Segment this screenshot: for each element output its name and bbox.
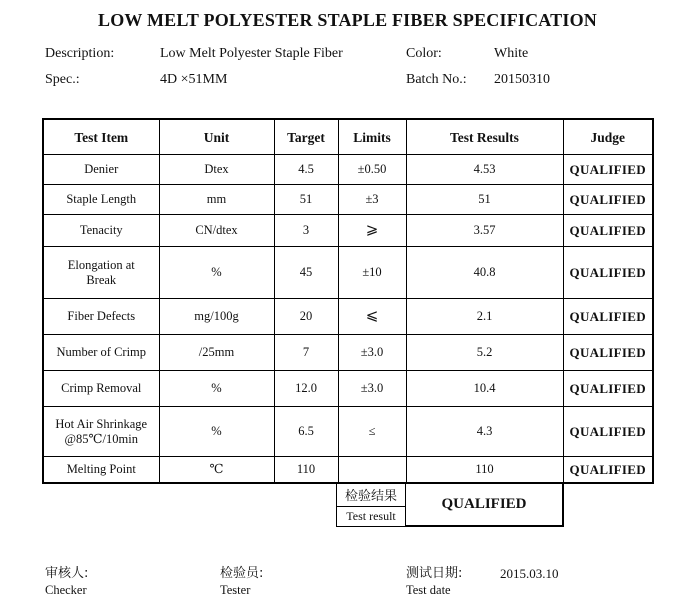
limits-cell: ⩾: [338, 215, 406, 247]
test-result-value: QUALIFIED: [406, 483, 564, 527]
limits-cell: ⩽: [338, 299, 406, 335]
target-cell: 3: [274, 215, 338, 247]
header-judge: Judge: [563, 119, 653, 155]
limits-cell: ±3.0: [338, 335, 406, 371]
tester-signature: [220, 565, 263, 599]
batch-label: Batch No.:: [406, 72, 467, 87]
unit-cell: %: [159, 371, 274, 407]
limits-cell: ≤: [338, 407, 406, 457]
table-row: [43, 335, 653, 371]
tester-label-cn: 检验员:: [220, 566, 264, 581]
test-item-line: Break: [86, 272, 117, 287]
target-cell: 12.0: [274, 371, 338, 407]
judge-cell: QUALIFIED: [563, 335, 653, 371]
unit-cell: ℃: [159, 457, 274, 483]
spec-value: 4D ×51MM: [160, 72, 228, 87]
test-item-cell: [43, 247, 159, 299]
description-label: Description:: [45, 46, 115, 61]
test-date-signature: [406, 565, 462, 599]
result-cell: 40.8: [406, 247, 563, 299]
header-target: Target: [274, 119, 338, 155]
table-header-row: [43, 119, 653, 155]
limits-cell: ±3: [338, 185, 406, 215]
judge-cell: QUALIFIED: [563, 185, 653, 215]
test-item-cell: Crimp Removal: [43, 371, 159, 407]
table-row: [43, 155, 653, 185]
spec-label: Spec.:: [45, 72, 80, 87]
result-cell: 2.1: [406, 299, 563, 335]
test-result-label-cn: 检验结果: [337, 483, 406, 507]
header-limits: Limits: [338, 119, 406, 155]
checker-label-en: Checker: [45, 583, 87, 597]
batch-value: 20150310: [494, 72, 550, 87]
color-label: Color:: [406, 46, 442, 61]
target-cell: 45: [274, 247, 338, 299]
judge-cell: QUALIFIED: [563, 299, 653, 335]
header-unit: Unit: [159, 119, 274, 155]
judge-cell: QUALIFIED: [563, 155, 653, 185]
judge-cell: QUALIFIED: [563, 457, 653, 483]
result-cell: 110: [406, 457, 563, 483]
table-row: [43, 371, 653, 407]
target-cell: 110: [274, 457, 338, 483]
test-date-value: 2015.03.10: [500, 566, 559, 581]
test-result-label-en: Test result: [337, 506, 406, 526]
result-cell: 51: [406, 185, 563, 215]
judge-cell: QUALIFIED: [563, 371, 653, 407]
target-cell: 7: [274, 335, 338, 371]
unit-cell: %: [159, 407, 274, 457]
unit-cell: /25mm: [159, 335, 274, 371]
test-item-cell: Denier: [43, 155, 159, 185]
table-row: [43, 247, 653, 299]
test-date-label-en: Test date: [406, 583, 451, 597]
unit-cell: mg/100g: [159, 299, 274, 335]
result-cell: 3.57: [406, 215, 563, 247]
table-row: [43, 215, 653, 247]
table-row: [43, 185, 653, 215]
limits-cell: [338, 457, 406, 483]
color-value: White: [494, 46, 529, 61]
test-item-line: Elongation at: [67, 257, 135, 272]
header-test-results: Test Results: [406, 119, 563, 155]
table-row: [43, 407, 653, 457]
header-test-item: Test Item: [43, 119, 159, 155]
table-row: [43, 457, 653, 483]
target-cell: 20: [274, 299, 338, 335]
test-result-box: [336, 482, 564, 527]
judge-cell: QUALIFIED: [563, 215, 653, 247]
checker-signature: [45, 565, 88, 599]
test-item-cell: Melting Point: [43, 457, 159, 483]
test-item-cell: Number of Crimp: [43, 335, 159, 371]
result-cell: 5.2: [406, 335, 563, 371]
test-item-cell: Fiber Defects: [43, 299, 159, 335]
unit-cell: %: [159, 247, 274, 299]
result-cell: 10.4: [406, 371, 563, 407]
limits-cell: ±10: [338, 247, 406, 299]
description-value: Low Melt Polyester Staple Fiber: [160, 46, 343, 61]
tester-label-en: Tester: [220, 583, 251, 597]
test-item-cell: Tenacity: [43, 215, 159, 247]
target-cell: 6.5: [274, 407, 338, 457]
result-cell: 4.53: [406, 155, 563, 185]
document-title: LOW MELT POLYESTER STAPLE FIBER SPECIFICATION: [98, 10, 597, 30]
unit-cell: Dtex: [159, 155, 274, 185]
judge-cell: QUALIFIED: [563, 407, 653, 457]
judge-cell: QUALIFIED: [563, 247, 653, 299]
test-date-label-cn: 测试日期:: [406, 566, 463, 581]
unit-cell: CN/dtex: [159, 215, 274, 247]
test-item-line: @85℃/10min: [64, 431, 138, 446]
test-item-cell: [43, 407, 159, 457]
result-cell: 4.3: [406, 407, 563, 457]
limits-cell: ±0.50: [338, 155, 406, 185]
test-item-line: Hot Air Shrinkage: [55, 416, 148, 431]
table-row: [43, 299, 653, 335]
target-cell: 4.5: [274, 155, 338, 185]
target-cell: 51: [274, 185, 338, 215]
test-item-cell: Staple Length: [43, 185, 159, 215]
limits-cell: ±3.0: [338, 371, 406, 407]
specification-table: [42, 118, 654, 484]
checker-label-cn: 审核人:: [45, 566, 89, 581]
unit-cell: mm: [159, 185, 274, 215]
